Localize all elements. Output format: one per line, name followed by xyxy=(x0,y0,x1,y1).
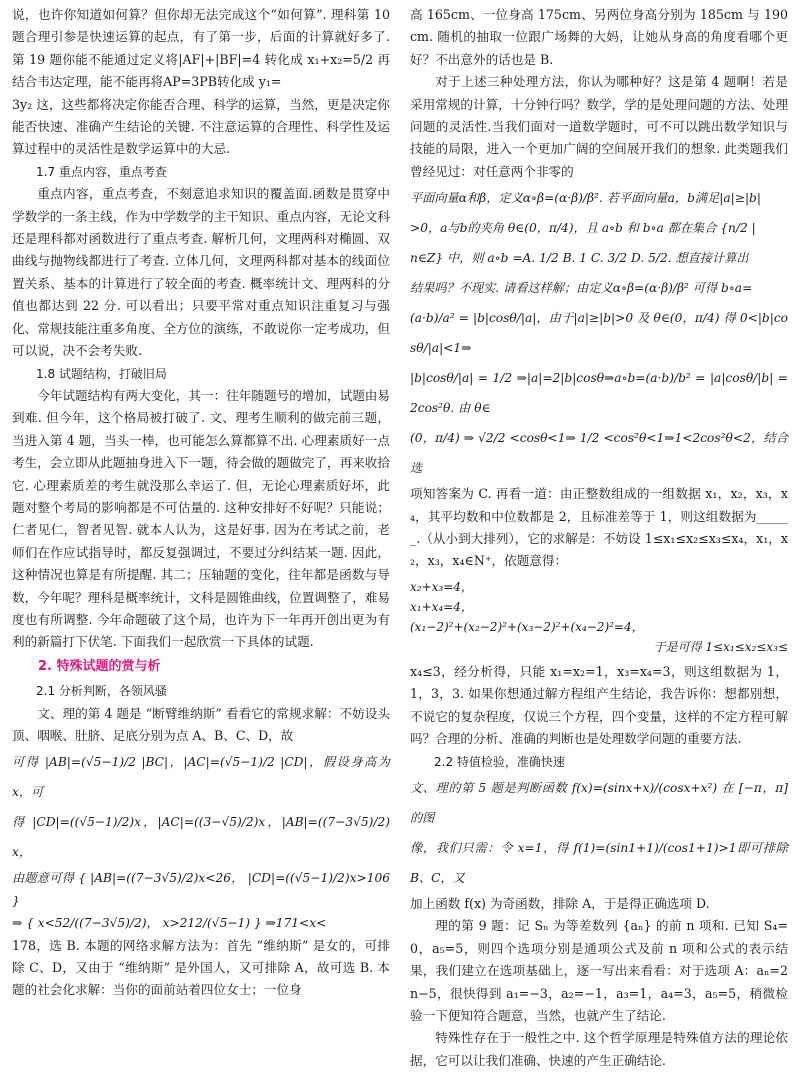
paragraph: 特殊性存在于一般性之中. 这个哲学原理是特殊值方法的理论依据，它可以让我们准确、快速的产生正确结论. xyxy=(410,1030,788,1068)
paragraph: x₄≤3，经分析得，只能 x₁=x₂=1，x₃=x₄=3，则这组数据为 1，1，3，3. 如果你想通过解方程组产生结论，我告诉你：想都别想，不说它的复杂程度，仅说三个方程，四个变量，这样的不定方程可解吗？合理的分析、准确的判断也是处理数学问题的重要方法. xyxy=(410,663,788,747)
paragraph: 178，选 B. 本题的网络求解方法为：首先 “维纳斯” 是女的，可排除 C、D，又由于 “维纳斯” 是外国人，又可排除 A，故可选 B. 本题的社会化求解：当你的面前站着四位女士；一位身 xyxy=(12,937,390,998)
formula-line: >0，a与b的夹角 θ∈(0，π/4)，且 a∘b 和 b∘a 都在集合 {n/2 | xyxy=(410,221,756,236)
paragraph: 今年试题结构有两大变化，其一：往年随题号的增加，试题由易到难. 但今年，这个格局被打破了. 文、理考生顺利的做完前三题，当进入第 4 题，当头一棒，也可能怎么算都算不出. 心理素质好一点考生，会立即从此题抽身进入下一题，待会做的题做完了，再来收拾它. 心理素质差的考生就没那么幸运了. 但，无论心理素质好坏，此题对整个考局的影响都是不可估量的. 这种安排好不好呢？只能说；仁者见仁，智者见智. 就本人认为，这是好事. 因为在考试之前，老师们在作应试指导时，都反复强调过，不要过分纠结某一题. 因此，这种情况也算是有所提醒. 其二；压轴题的变化，往年都是函数与导数，今年呢？理科是概率统计，文科是圆锥曲线，位置调整了，难易度也有所调整. 今年命题破了这个局，也许为下一年再开创出更为有利的新篇打下伏笔. 下面我们一起欣赏一下具体的试题. xyxy=(12,387,390,650)
equation-line: x₂+x₃=4， xyxy=(410,579,473,594)
paragraph: 重点内容，重点考查，不刻意追求知识的覆盖面.函数是贯穿中学数学的一条主线，作为中学数学的主干知识、重点内容，无论文科还是理科都对函数进行了重点考查. 解析几何，文理两科对椭圆、双曲线与抛物线都进行了考查. 立体几何，文理两科都对基本的线面位置关系、基本的计算进行了较全面的考查. 概率统计文、理两科的分值也都达到 22 分. 可以看出；只要平常对重点知识注重复习与强化、常规技能注重多角度、全方位的演练，不敢说你一定考成功，但可以说，决不会考失败. xyxy=(12,186,390,359)
paragraph: 说，也许你知道如何算？但你却无法完成这个“如何算”. 理科第 10 题合理引参是快速运算的起点，有了第一步，后面的计算就好多了. 第 19 题你能不能通过定义将|AF|+|BF|=4 转化成 x₁+x₂=5/2 再结合韦达定理，能不能再将AP=3PB转化成 y₁= xyxy=(12,7,390,90)
formula-line: |b|cosθ/|a| = 1/2 ⇒|a|=2|b|cosθ⇒a∘b=(a·b)/b² = |a|cosθ/|b| =2cos²θ. 由 θ∈ xyxy=(410,371,788,416)
formula-line: 文、理的第 5 题是判断函数 f(x)=(sinx+x)/(cosx+x²) 在 [−π，π] 的图 xyxy=(410,780,788,825)
left-column xyxy=(12,4,390,1002)
equation-conclusion: 于是可得 1≤x₁≤x₂≤x₃≤ xyxy=(653,639,788,654)
formula-line: 结果吗？不现实. 请看这样解；由定义α∘β=(α·β)/β² 可得 b∘a= xyxy=(410,281,753,296)
paragraph: 3y₂ 这，这些都将决定你能否合理、科学的运算，当然，更是决定你能否快速、准确产生结论的关键. 不注意运算的合理性、科学性及运算过程中的灵活性是数学运算中的大忌. xyxy=(12,96,390,157)
equation-line: (x₁−2)²+(x₂−2)²+(x₃−2)²+(x₄−2)²=4， xyxy=(410,619,644,634)
section-heading-1-8: 1.8 试题结构，打破旧局 xyxy=(36,366,167,381)
paragraph: 文、理的第 4 题是 “断臂维纳斯” 看看它的常规求解：不妨设头顶、咽喉、肚脐、足底分别为点 A、B、C、D，故 xyxy=(12,705,390,743)
formula-line: n∈Z} 中，则 a∘b =A. 1/2 B. 1 C. 3/2 D. 5/2. 想直接计算出 xyxy=(410,251,749,266)
paragraph: 理的第 9 题：记 Sₙ 为等差数列 {aₙ} 的前 n 项和. 已知 S₄=0，a₅=5，则四个选项分别是通项公式及前 n 项和公式的表示结果，我们建立在选项基础上，逐一写出来看看：对于选项 A：aₙ=2n−5，很快得到 a₁=−3，a₂=−1，a₃=1，a₄=3，a₅=5，稍微检验一下便知符合题意，当然，也就产生了结论. xyxy=(410,918,788,1023)
formula-system: 由题意可得 { |AB|=((7−3√5)/2)x<26， |CD|=((√5−1)/2)x>106 } xyxy=(12,871,390,908)
equation-line: x₁+x₄=4， xyxy=(410,599,473,614)
section-heading-2-2: 2.2 特值检验，准确快速 xyxy=(434,754,565,769)
paragraph: 项知答案为 C. 再看一道：由正整数组成的一组数据 x₁，x₂，x₃，x₄，其平均数和中位数都是 2，且标准差等于 1，则这组数据为______.（从小到大排列），它的求解是：不妨设 1≤x₁≤x₂≤x₃≤x₄，x₁，x₂，x₃，x₄∈N⁺，依题意得： xyxy=(410,486,788,569)
paragraph: 对于上述三种处理方法，你认为哪种好？这是第 4 题啊！若是采用常规的计算，十分钟行吗？数学，学的是处理问题的方法、处理问题的灵活性.当我们面对一道数学题时，可不可以跳出数学知识与技能的局限，进入一个更加广阔的空间展开我们的想象. 此类题我们曾经见过：对任意两个非零的 xyxy=(410,74,788,179)
section-heading-2-1: 2.1 分析判断，各领风骚 xyxy=(36,684,167,699)
section-heading-2: 2. 特殊试题的赏与析 xyxy=(38,658,161,674)
formula-line: (0，π/4) ⇒ √2/2 <cosθ<1⇒ 1/2 <cos²θ<1⇒1<2cos²θ<2，结合选 xyxy=(410,431,788,476)
right-column xyxy=(410,4,788,1072)
formula-system: ⇒ { x<52/((7−3√5)/2)， x>212/(√5−1) } ⇒171<x< xyxy=(12,916,327,931)
paragraph: 高 165cm、一位身高 175cm、另两位身高分别为 185cm 与 190cm. 随机的抽取一位跟广场舞的大妈，让她从身高的角度看哪个更好？不出意外的话也是 B. xyxy=(410,7,788,67)
formula-line: 得 |CD|=((√5−1)/2)x，|AC|=((3−√5)/2)x，|AB|=((7−3√5)/2)x， xyxy=(12,815,390,860)
section-heading-1-7: 1.7 重点内容，重点考查 xyxy=(36,164,167,179)
formula-line: 平面向量α和β，定义α∘β=(α·β)/β². 若平面向量a，b满足|a|≥|b| xyxy=(410,191,761,206)
formula-line: (a·b)/a² = |b|cosθ/|a|，由于|a|≥|b|>0 及 θ∈(0，π/4) 得 0<|b|cosθ/|a|<1⇒ xyxy=(410,311,788,356)
equation-system xyxy=(410,577,788,657)
formula-line: 可得 |AB|=(√5−1)/2 |BC|，|AC|=(√5−1)/2 |CD|，假设身高为 x，可 xyxy=(12,755,390,800)
paragraph: 加上函数 f(x) 为奇函数，排除 A，于是得正确选项 D. xyxy=(410,895,710,911)
formula-line: 像，我们只需：令 x=1，得 f(1)=(sin1+1)/(cos1+1)>1即可排除 B、C，又 xyxy=(410,840,788,885)
